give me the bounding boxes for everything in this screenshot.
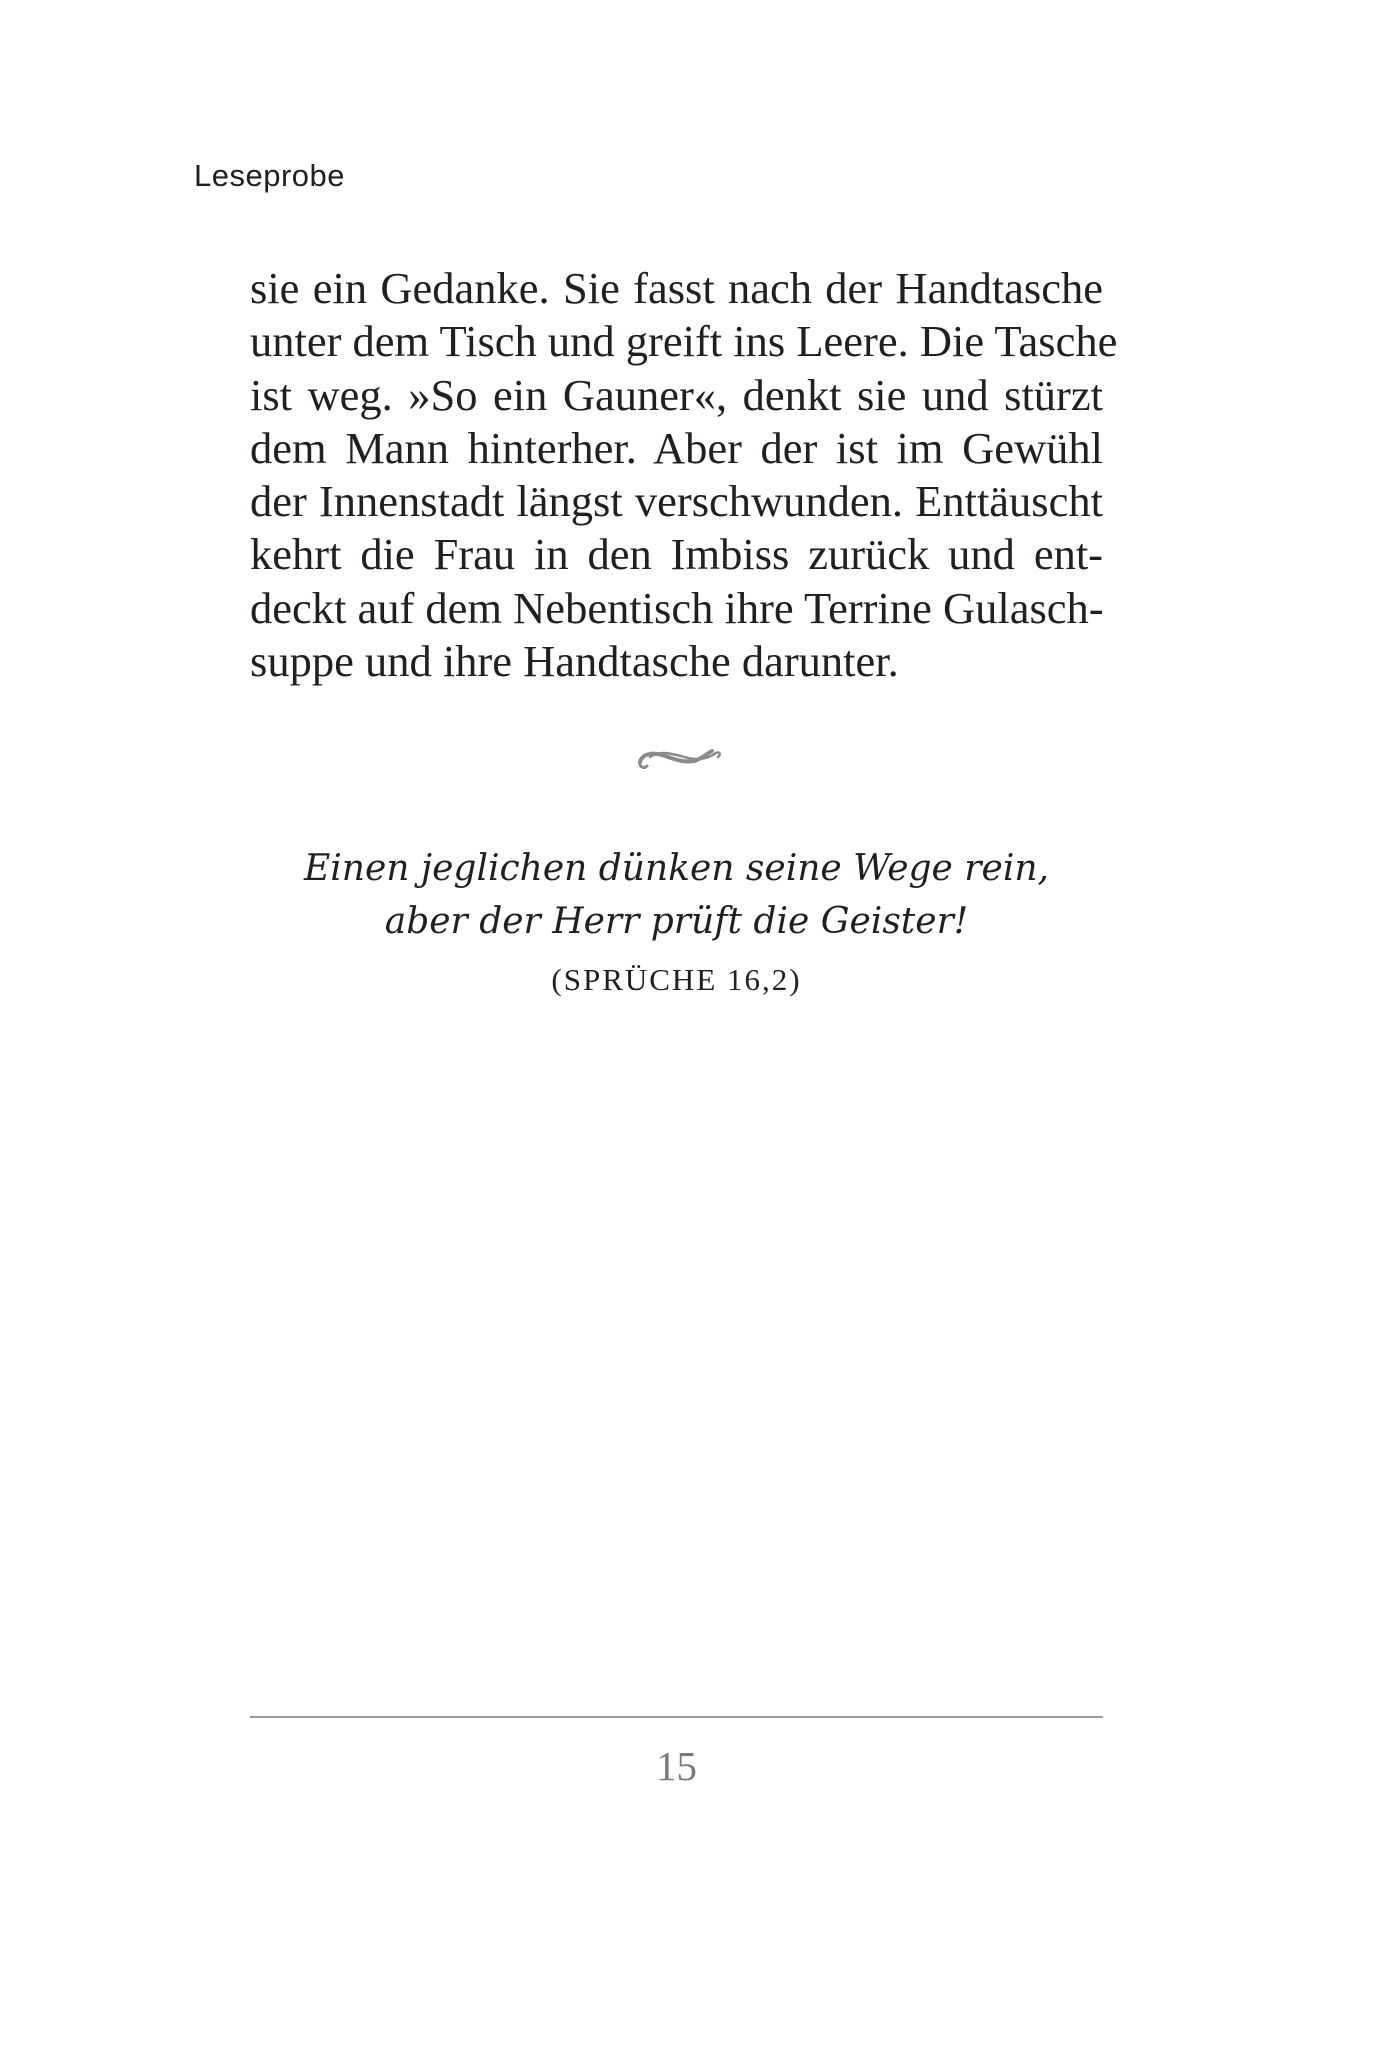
body-paragraph [250,262,1118,688]
quote-source: (SPRÜCHE 16,2) [551,962,802,997]
quote-line: aber der Herr prüft die Geister! [384,901,969,942]
body-line: dem Mann hinterher. Aber der ist im Gewühl [250,422,1103,473]
footer-divider [250,1716,1103,1718]
bible-quote [250,842,1103,948]
body-line: der Innenstadt längst verschwunden. Enttäuscht [250,476,1103,527]
page-number: 15 [656,1743,697,1789]
quote-line: Einen jeglichen dünken seine Wege rein, [304,848,1049,889]
body-line: kehrt die Frau in den Imbiss zurück und ent- [250,529,1103,580]
body-line: unter dem Tisch und greift ins Leere. Die Tasche [250,316,1118,367]
body-line: suppe und ihre Handtasche darunter. [250,636,899,687]
running-header: Leseprobe [194,158,346,193]
body-line: ist weg. »So ein Gauner«, denkt sie und stürzt [250,369,1103,420]
body-line: deckt auf dem Nebentisch ihre Terrine Gulasch- [250,582,1104,633]
swash-ornament-icon [632,736,724,776]
body-line: sie ein Gedanke. Sie fasst nach der Handtasche [250,263,1103,313]
